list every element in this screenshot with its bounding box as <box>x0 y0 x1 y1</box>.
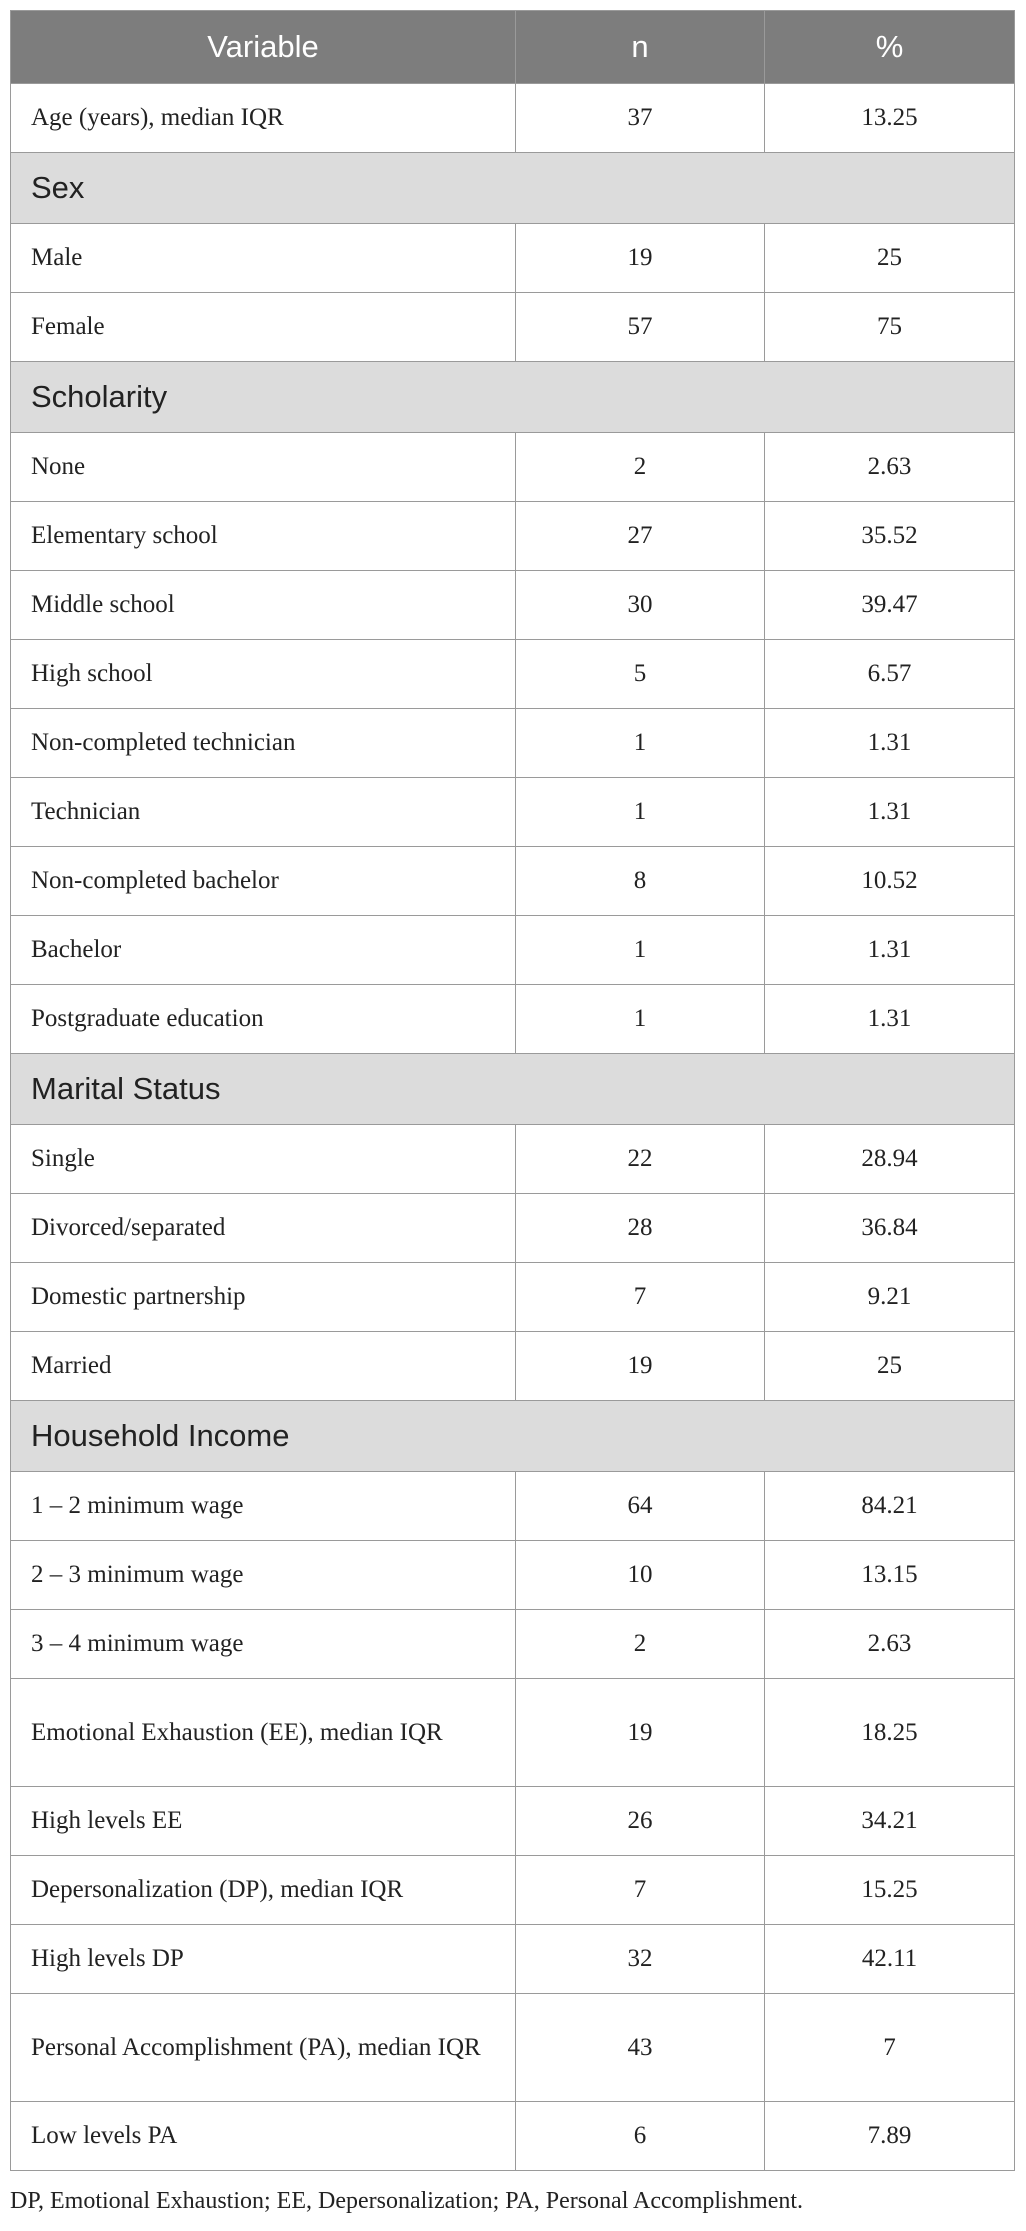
variable-cell: Non-completed technician <box>11 709 516 778</box>
table-row <box>11 640 1015 709</box>
variable-cell: High school <box>11 640 516 709</box>
table-row <box>11 778 1015 847</box>
variable-cell: Middle school <box>11 571 516 640</box>
n-cell: 1 <box>516 985 765 1054</box>
n-cell: 2 <box>516 433 765 502</box>
percent-cell: 1.31 <box>765 778 1015 847</box>
section-header-row <box>11 362 1015 433</box>
table-row <box>11 571 1015 640</box>
percent-cell: 7.89 <box>765 2102 1015 2171</box>
variable-cell: 1 – 2 minimum wage <box>11 1472 516 1541</box>
percent-cell: 10.52 <box>765 847 1015 916</box>
percent-cell: 36.84 <box>765 1194 1015 1263</box>
percent-cell: 7 <box>765 1994 1015 2102</box>
n-cell: 7 <box>516 1856 765 1925</box>
section-label: Sex <box>11 153 1015 224</box>
percent-cell: 13.15 <box>765 1541 1015 1610</box>
n-cell: 26 <box>516 1787 765 1856</box>
variable-cell: Non-completed bachelor <box>11 847 516 916</box>
percent-cell: 18.25 <box>765 1679 1015 1787</box>
percent-cell: 1.31 <box>765 916 1015 985</box>
table-row <box>11 1679 1015 1787</box>
n-cell: 64 <box>516 1472 765 1541</box>
percent-cell: 13.25 <box>765 84 1015 153</box>
percent-cell: 84.21 <box>765 1472 1015 1541</box>
header-variable: Variable <box>11 11 516 84</box>
n-cell: 7 <box>516 1263 765 1332</box>
n-cell: 19 <box>516 224 765 293</box>
demographics-table <box>10 10 1015 2171</box>
table-row <box>11 916 1015 985</box>
variable-cell: Married <box>11 1332 516 1401</box>
table-row <box>11 985 1015 1054</box>
n-cell: 1 <box>516 916 765 985</box>
percent-cell: 6.57 <box>765 640 1015 709</box>
variable-cell: Emotional Exhaustion (EE), median IQR <box>11 1679 516 1787</box>
variable-cell: High levels EE <box>11 1787 516 1856</box>
variable-cell: None <box>11 433 516 502</box>
percent-cell: 2.63 <box>765 1610 1015 1679</box>
table-row <box>11 1472 1015 1541</box>
table-row <box>11 1332 1015 1401</box>
variable-cell: 2 – 3 minimum wage <box>11 1541 516 1610</box>
n-cell: 22 <box>516 1125 765 1194</box>
percent-cell: 42.11 <box>765 1925 1015 1994</box>
n-cell: 37 <box>516 84 765 153</box>
variable-cell: Personal Accomplishment (PA), median IQR <box>11 1994 516 2102</box>
percent-cell: 39.47 <box>765 571 1015 640</box>
table-row <box>11 1925 1015 1994</box>
table-row <box>11 2102 1015 2171</box>
variable-cell: Elementary school <box>11 502 516 571</box>
table-row <box>11 1610 1015 1679</box>
variable-cell: Low levels PA <box>11 2102 516 2171</box>
percent-cell: 1.31 <box>765 985 1015 1054</box>
n-cell: 8 <box>516 847 765 916</box>
table-row <box>11 293 1015 362</box>
variable-cell: Single <box>11 1125 516 1194</box>
section-label: Marital Status <box>11 1054 1015 1125</box>
table-row <box>11 84 1015 153</box>
variable-cell: Divorced/separated <box>11 1194 516 1263</box>
variable-cell: Age (years), median IQR <box>11 84 516 153</box>
percent-cell: 9.21 <box>765 1263 1015 1332</box>
table-row <box>11 1125 1015 1194</box>
table-row <box>11 502 1015 571</box>
table-row <box>11 224 1015 293</box>
percent-cell: 34.21 <box>765 1787 1015 1856</box>
table-row <box>11 1263 1015 1332</box>
table-row <box>11 1787 1015 1856</box>
percent-cell: 25 <box>765 224 1015 293</box>
table-footnote: DP, Emotional Exhaustion; EE, Depersonalization; PA, Personal Accomplishment. <box>10 2188 804 2214</box>
data-table-container <box>10 10 1014 2171</box>
header-n: n <box>516 11 765 84</box>
percent-cell: 35.52 <box>765 502 1015 571</box>
table-row <box>11 1194 1015 1263</box>
variable-cell: Domestic partnership <box>11 1263 516 1332</box>
variable-cell: High levels DP <box>11 1925 516 1994</box>
percent-cell: 75 <box>765 293 1015 362</box>
n-cell: 28 <box>516 1194 765 1263</box>
table-row <box>11 1994 1015 2102</box>
n-cell: 1 <box>516 778 765 847</box>
n-cell: 19 <box>516 1332 765 1401</box>
section-header-row <box>11 153 1015 224</box>
table-row <box>11 433 1015 502</box>
section-header-row <box>11 1054 1015 1125</box>
section-header-row <box>11 1401 1015 1472</box>
n-cell: 10 <box>516 1541 765 1610</box>
variable-cell: Male <box>11 224 516 293</box>
section-label: Scholarity <box>11 362 1015 433</box>
n-cell: 57 <box>516 293 765 362</box>
n-cell: 43 <box>516 1994 765 2102</box>
section-label: Household Income <box>11 1401 1015 1472</box>
table-row <box>11 1856 1015 1925</box>
n-cell: 1 <box>516 709 765 778</box>
percent-cell: 28.94 <box>765 1125 1015 1194</box>
header-row <box>11 11 1015 84</box>
table-row <box>11 847 1015 916</box>
table-body <box>11 84 1015 2171</box>
variable-cell: Postgraduate education <box>11 985 516 1054</box>
n-cell: 2 <box>516 1610 765 1679</box>
percent-cell: 2.63 <box>765 433 1015 502</box>
variable-cell: Bachelor <box>11 916 516 985</box>
n-cell: 30 <box>516 571 765 640</box>
n-cell: 19 <box>516 1679 765 1787</box>
variable-cell: Technician <box>11 778 516 847</box>
n-cell: 5 <box>516 640 765 709</box>
variable-cell: Female <box>11 293 516 362</box>
n-cell: 27 <box>516 502 765 571</box>
n-cell: 6 <box>516 2102 765 2171</box>
variable-cell: 3 – 4 minimum wage <box>11 1610 516 1679</box>
percent-cell: 1.31 <box>765 709 1015 778</box>
n-cell: 32 <box>516 1925 765 1994</box>
variable-cell: Depersonalization (DP), median IQR <box>11 1856 516 1925</box>
table-row <box>11 1541 1015 1610</box>
table-row <box>11 709 1015 778</box>
percent-cell: 25 <box>765 1332 1015 1401</box>
table-header <box>11 11 1015 84</box>
header-percent: % <box>765 11 1015 84</box>
percent-cell: 15.25 <box>765 1856 1015 1925</box>
